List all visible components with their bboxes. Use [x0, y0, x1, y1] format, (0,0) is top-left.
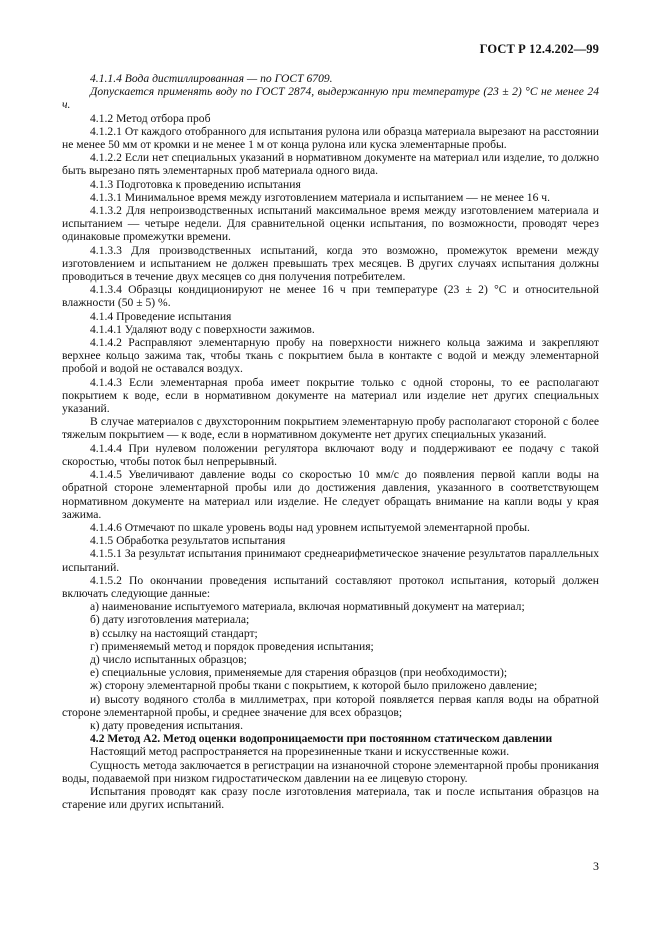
- paragraph: 4.1.4.6 Отмечают по шкале уровень воды над уровнем испытуемой элементарной пробы.: [90, 520, 530, 534]
- paragraph: 4.1.3.4 Образцы кондиционируют не менее 16 ч при температуре (23 ± 2) °С и относительной влажности (50 ± 5) %.: [62, 283, 599, 310]
- list-item: и) высоту водяного столба в миллиметрах, при которой появляется первая капля воды на обратной стороне элементарной пробы, и среднее значение для всех образцов;: [62, 692, 599, 719]
- section-heading: 4.1.5 Обработка результатов испытания: [90, 534, 286, 548]
- document-body: [62, 72, 599, 811]
- paragraph: 4.1.2.1 От каждого отобранного для испытания рулона или образца материала вырезают на расстоянии не менее 50 мм от кромки и не менее 1 м от конца рулона или куска элементарные пробы.: [62, 124, 599, 152]
- paragraph: 4.1.1.4 Вода дистиллированная — по ГОСТ 6709.: [90, 72, 333, 85]
- section-heading: 4.1.3 Подготовка к проведению испытания: [90, 177, 301, 191]
- paragraph: 4.1.3.1 Минимальное время между изготовлением материала и испытанием — не менее 16 ч.: [90, 190, 551, 204]
- paragraph: 4.1.2.2 Если нет специальных указаний в нормативном документе на материал или изделие, то должно быть вырезано пять элементарных проб материала одного вида.: [62, 151, 599, 178]
- paragraph: 4.1.5.1 За результат испытания принимают среднеарифметическое значение результатов параллельных испытаний.: [62, 547, 599, 574]
- paragraph: 4.1.5.2 По окончании проведения испытаний составляют протокол испытания, который должен включать следующие данные:: [62, 573, 599, 600]
- page-number: 3: [593, 859, 599, 873]
- paragraph: 4.1.4.3 Если элементарная проба имеет покрытие только с одной стороны, то ее располагают покрытием к воде, если в нормативном документе на материал или изделие нет других специальных указаний.: [62, 375, 599, 416]
- paragraph: 4.1.4.1 Удаляют воду с поверхности зажимов.: [90, 322, 315, 336]
- list-item: д) число испытанных образцов;: [90, 652, 247, 666]
- list-item: а) наименование испытуемого материала, включая нормативный документ на материал;: [90, 600, 525, 614]
- section-heading: 4.1.4 Проведение испытания: [90, 309, 232, 323]
- list-item: г) применяемый метод и порядок проведения испытания;: [90, 639, 374, 653]
- document-code-header: ГОСТ Р 12.4.202—99: [479, 42, 599, 56]
- list-item: к) дату проведения испытания.: [90, 718, 243, 732]
- paragraph: Допускается применять воду по ГОСТ 2874, выдержанную при температуре (23 ± 2) °С не менее 24 ч.: [62, 85, 599, 112]
- paragraph: 4.1.4.4 При нулевом положении регулятора включают воду и поддерживают ее подачу с такой скоростью, чтобы поток был непрерывный.: [62, 441, 599, 468]
- list-item: ж) сторону элементарной пробы ткани с покрытием, к которой было приложено давление;: [90, 679, 538, 693]
- list-item: в) ссылку на настоящий стандарт;: [90, 626, 258, 640]
- paragraph: 4.1.3.2 Для непроизводственных испытаний максимальное время между изготовлением материала и испытанием — четыре недели. Для сравнительной оценки испытания, по возможности, проводят через одинаковые промежутки времени.: [62, 204, 599, 244]
- paragraph: Испытания проводят как сразу после изготовления материала, так и после испытания образцов на старение или других испытаний.: [62, 784, 599, 812]
- paragraph: В случае материалов с двухсторонним покрытием элементарную пробу располагают стороной с более тяжелым покрытием — к воде, если в нормативном документе нет других специальных указаний.: [62, 415, 599, 442]
- paragraph: 4.1.4.5 Увеличивают давление воды со скоростью 10 мм/с до появления первой капли воды на обратной стороне элементарной пробы или до достижения давления, указанного в соответствующем нормативном документе на материал или изделие. Не следует обращать внимание на капли воды у края зажима.: [62, 468, 599, 521]
- paragraph: Сущность метода заключается в регистрации на изнаночной стороне элементарной пробы проникания воды, подаваемой при низком гидростатическом давлении на ее лицевую сторону.: [62, 758, 599, 785]
- paragraph: 4.1.4.2 Расправляют элементарную пробу на поверхности нижнего кольца зажима и закрепляют верхнее кольцо зажима так, чтобы ткань с покрытием была в контакте с водой и между элементарной пробой и водой не оставался воздух.: [62, 336, 599, 376]
- list-item: е) специальные условия, применяемые для старения образцов (при необходимости);: [90, 666, 508, 680]
- paragraph: Настоящий метод распространяется на прорезиненные ткани и искусственные кожи.: [90, 745, 510, 759]
- paragraph: 4.1.3.3 Для производственных испытаний, когда это возможно, промежуток времени между изготовлением и испытанием не должен превышать трех месяцев. В других случаях испытания должны проводиться в течение двух месяцев со дня получения потребителем.: [62, 243, 599, 284]
- section-heading-bold: 4.2 Метод А2. Метод оценки водопроницаемости при постоянном статическом давлении: [90, 732, 553, 746]
- section-heading: 4.1.2 Метод отбора проб: [90, 111, 211, 125]
- list-item: б) дату изготовления материала;: [90, 613, 250, 627]
